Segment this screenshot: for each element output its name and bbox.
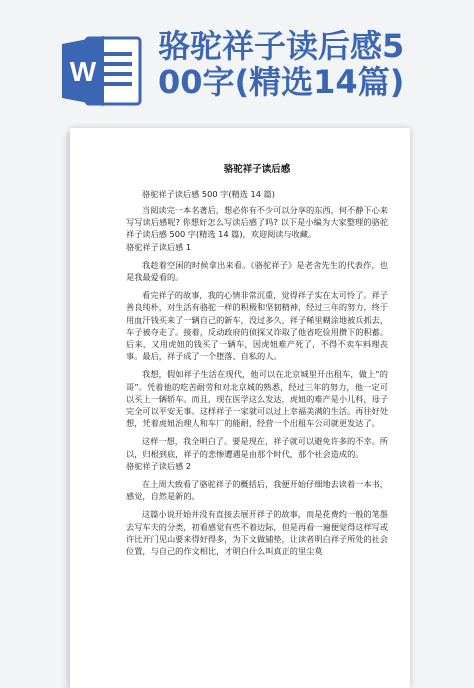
paragraph: 这篇小说开始并没有直接去展开祥子的故事，而是花费约一般的笔墨去写车夫的分类，初看感觉有些不着边际，但是再看一遍便觉得这样写或许比开门见山要来得好得多，为下文做铺垫，让读者明白祥子所处的社会位置，与自己的作文相比，才明白什么叫真正的里尘莫 [126, 509, 389, 557]
paragraph: 看完祥子的故事，我的心情非常沉重，觉得祥子实在太可怜了。祥子善良纯朴，对生活有骆驼一样的积极和坚韧精神，经过三年的努力，终于用血汗钱买来了一辆自己的新车，没过多久，祥子稀里糊涂地被兵抓去，车子被夺走了。接着，反动政府的侦探又诈取了他省吃俭用攒下的积蓄。后来，又用虎妞的钱买了一辆车，因虎妞难产死了，不得不卖车料理丧事。最后，祥子成了一个堕落、自私的人。 [126, 290, 389, 362]
banner-title-line2: 00字(精选14篇) [158, 63, 405, 101]
paragraph: 我趁着空闲的时候拿出来看。《骆驼祥子》是老舍先生的代表作，也是我最爱看的。 [126, 259, 388, 283]
document-body [126, 164, 388, 557]
header-banner [0, 0, 474, 118]
banner-title-line1: 骆驼祥子读后感5 [158, 27, 405, 65]
word-document-icon [60, 34, 142, 108]
section-heading-1: 骆驼祥子读后感 1 [126, 241, 192, 252]
paragraph: 在上周大致看了骆驼祥子的概括后，我便开始仔细地去读着一本书，感觉，自然是新的。 [126, 479, 388, 502]
paragraph: 我想，假如祥子生活在现代，他可以在北京城里开出租车，做上“的哥”。凭着他的吃苦耐劳和对北京城的熟悉，经过三年的努力，他一定可以买上一辆轿车。而且，现在医学这么发达，虎妞的难产是小儿科，母子完全可以平安无事。这样祥子一家就可以过上幸福美满的生活。再往好处想，凭着虎妞治理人和车厂的能耐，经营一个出租车公司就更发达了。 [126, 369, 389, 429]
section-heading-2: 骆驼祥子读后感 2 [126, 460, 192, 471]
document-title: 骆驼祥子读后感 [223, 164, 291, 175]
banner-title [158, 28, 458, 100]
svg-text:W: W [69, 56, 97, 87]
document-page [70, 128, 410, 688]
intro-paragraph: 当阅读完一本名著后，想必你有不少可以分享的东西，何不静下心来写写读后感呢? 你想好怎么写读后感了吗? 以下是小编为大家整理的骆驼祥子读后感 500 字(精选 14 篇)，欢迎阅读与收藏。 [126, 205, 388, 240]
paragraph: 这样一想，我全明白了。要是现在，祥子就可以避免许多的不幸。所以，归根到底，祥子的悲惨遭遇是由那个时代，那个社会造成的。 [126, 436, 388, 459]
document-subtitle: 骆驼祥子读后感 500 字(精选 14 篇) [142, 189, 275, 199]
